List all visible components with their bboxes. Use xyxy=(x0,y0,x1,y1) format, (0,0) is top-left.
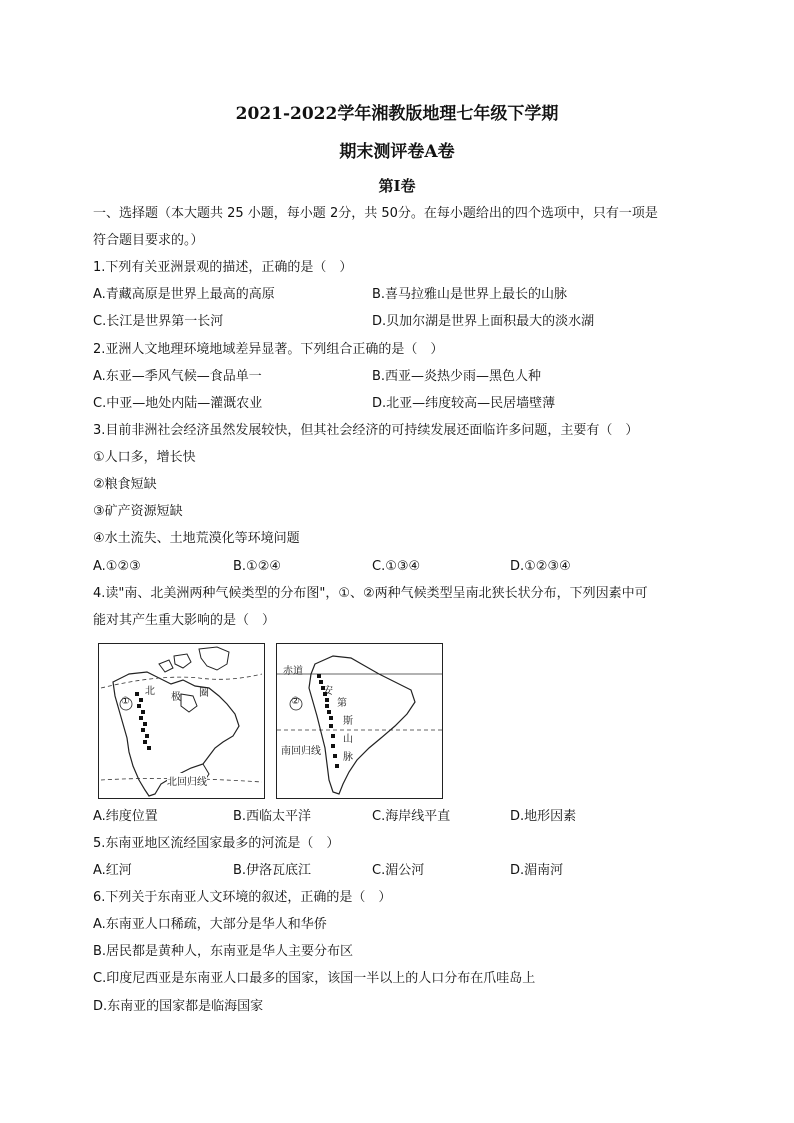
tropic-of-capricorn-label: 南回归线 xyxy=(281,746,321,757)
arctic-circle-label-2: 极 xyxy=(171,692,181,703)
q1-option-d: D.贝加尔湖是世界上面积最大的淡水湖 xyxy=(372,314,595,329)
q3-stem: 3.目前非洲社会经济虽然发展较快，但其社会经济的可持续发展还面临许多问题，主要有（ ） xyxy=(93,423,639,438)
section-intro-line2: 符合题目要求的。） xyxy=(93,233,204,248)
andes-label-4: 山 xyxy=(343,734,353,745)
q4-option-c: C.海岸线平直 xyxy=(372,809,451,824)
q2-option-d: D.北亚—纬度较高—民居墙壁薄 xyxy=(372,396,556,411)
q6-stem: 6.下列关于东南亚人文环境的叙述，正确的是（ ） xyxy=(93,890,392,905)
q4-option-d: D.地形因素 xyxy=(510,809,577,824)
q4-option-a: A.纬度位置 xyxy=(93,809,158,824)
andes-label-5: 脉 xyxy=(343,752,353,763)
arctic-circle-label-1: 北 xyxy=(145,686,155,697)
south-america-zone-label: ② xyxy=(291,696,300,707)
north-america-map xyxy=(98,643,265,799)
andes-label-1: 安 xyxy=(323,686,333,697)
q5-option-d: D.湄南河 xyxy=(510,863,564,878)
q2-option-b: B.西亚—炎热少雨—黑色人种 xyxy=(372,369,542,384)
q5-option-c: C.湄公河 xyxy=(372,863,425,878)
arctic-circle-label-3: 圈 xyxy=(199,688,209,699)
q6-option-d: D.东南亚的国家都是临海国家 xyxy=(93,999,264,1014)
q1-option-a: A.青藏高原是世界上最高的高原 xyxy=(93,287,275,302)
q2-option-a: A.东亚—季风气候—食品单一 xyxy=(93,369,262,384)
q6-option-b: B.居民都是黄种人，东南亚是华人主要分布区 xyxy=(93,944,354,959)
q3-item-4: ④水土流失、土地荒漠化等环境问题 xyxy=(93,531,300,546)
q5-option-b: B.伊洛瓦底江 xyxy=(233,863,312,878)
q6-option-a: A.东南亚人口稀疏，大部分是华人和华侨 xyxy=(93,917,327,932)
q1-option-c: C.长江是世界第一长河 xyxy=(93,314,224,329)
equator-label: 赤道 xyxy=(283,666,303,677)
tropic-of-cancer-label: 北回归线 xyxy=(167,773,207,788)
q4-stem-line1: 4.读"南、北美洲两种气候类型的分布图"，①、②两种气候类型呈南北狭长状分布，下列因素中可 xyxy=(93,586,648,601)
q2-option-c: C.中亚—地处内陆—灌溉农业 xyxy=(93,396,263,411)
q5-stem: 5.东南亚地区流经国家最多的河流是（ ） xyxy=(93,836,340,851)
q6-option-c: C.印度尼西亚是东南亚人口最多的国家，该国一半以上的人口分布在爪哇岛上 xyxy=(93,971,536,986)
part-heading: 第I卷 xyxy=(378,177,416,195)
q3-option-c: C.①③④ xyxy=(372,559,421,574)
andes-label-3: 斯 xyxy=(343,716,353,727)
section-intro-line1: 一、选择题（本大题共 25 小题，每小题 2分，共 50分。在每小题给出的四个选项中，只有一项是 xyxy=(93,206,658,221)
page-title: 2021-2022学年湘教版地理七年级下学期 xyxy=(235,104,559,124)
q3-option-d: D.①②③④ xyxy=(510,559,571,574)
q4-stem-line2: 能对其产生重大影响的是（ ） xyxy=(93,613,276,628)
q3-item-1: ①人口多，增长快 xyxy=(93,450,196,465)
q2-stem: 2.亚洲人文地理环境地域差异显著。下列组合正确的是（ ） xyxy=(93,342,444,357)
andes-label-2: 第 xyxy=(337,698,347,709)
q3-item-2: ②粮食短缺 xyxy=(93,477,157,492)
south-america-map xyxy=(276,643,443,799)
q3-option-b: B.①②④ xyxy=(233,559,282,574)
q5-option-a: A.红河 xyxy=(93,863,132,878)
q1-option-b: B.喜马拉雅山是世界上最长的山脉 xyxy=(372,287,568,302)
q1-stem: 1.下列有关亚洲景观的描述，正确的是（ ） xyxy=(93,260,353,275)
north-america-zone-label: ① xyxy=(121,696,130,707)
q3-option-a: A.①②③ xyxy=(93,559,141,574)
q3-item-3: ③矿产资源短缺 xyxy=(93,504,183,519)
page-subtitle: 期末测评卷A卷 xyxy=(339,142,455,162)
q4-option-b: B.西临太平洋 xyxy=(233,809,312,824)
